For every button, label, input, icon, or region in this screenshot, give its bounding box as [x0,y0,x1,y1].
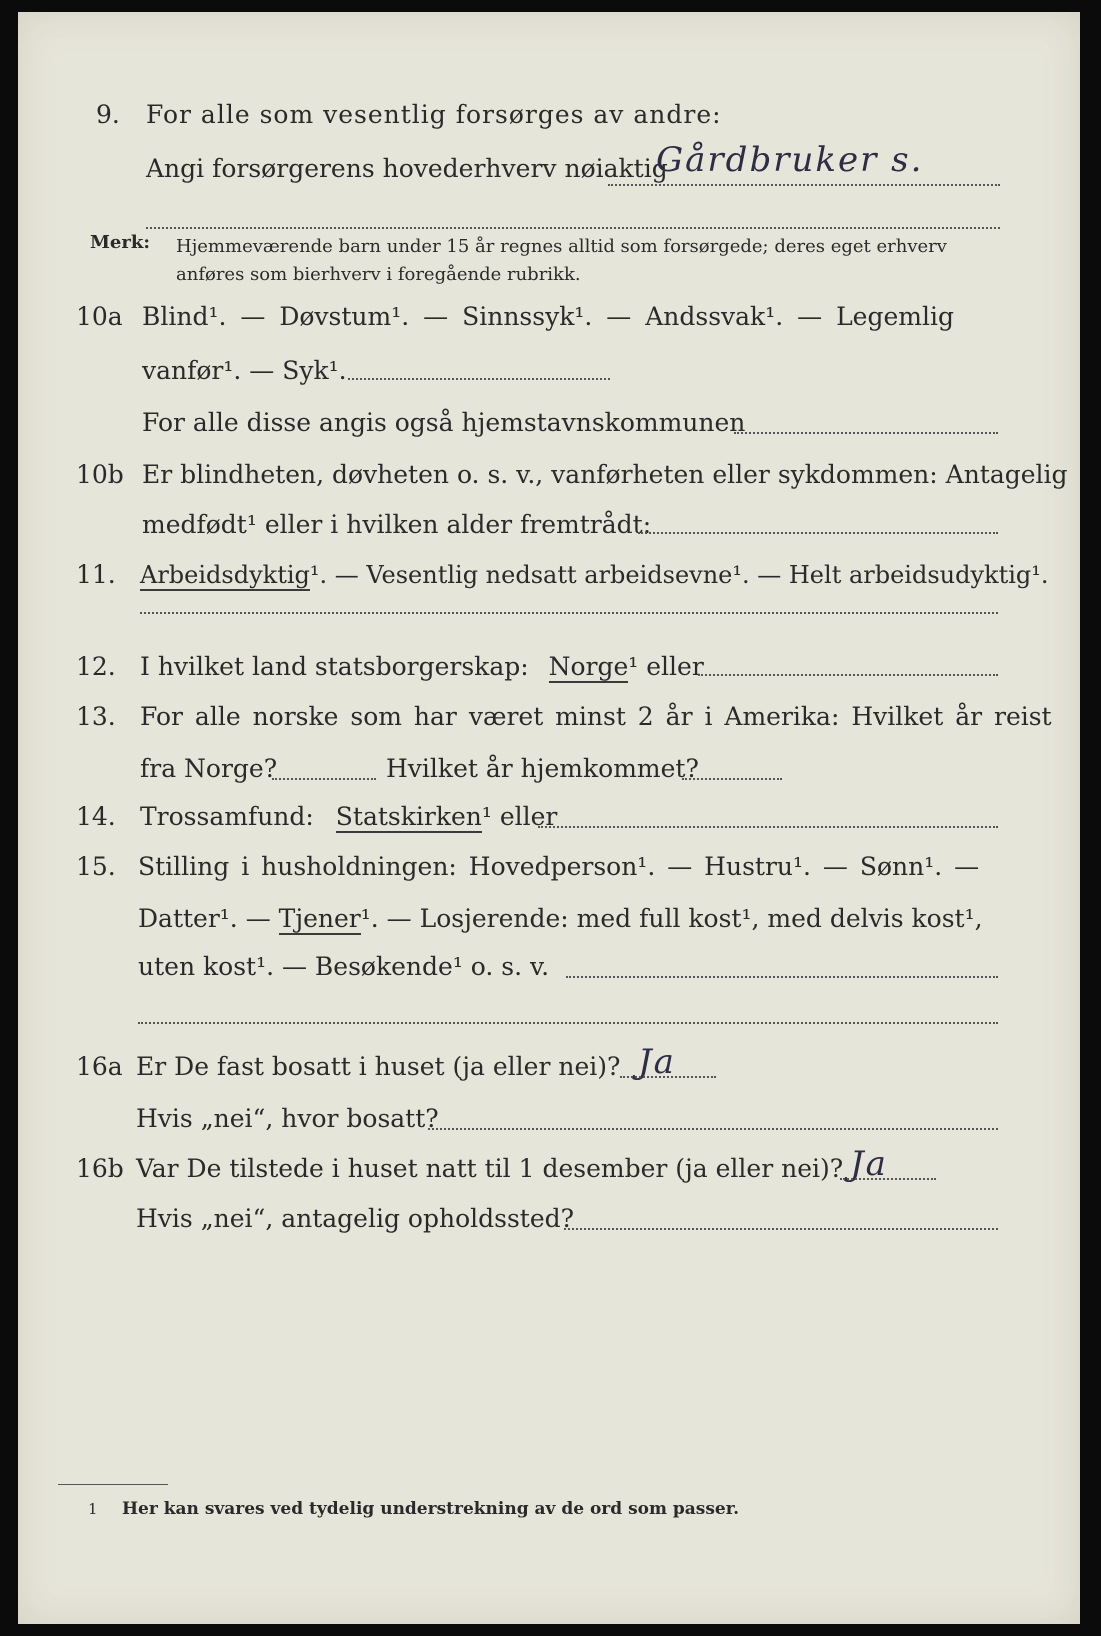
q16b-handwritten-answer: Ja [850,1144,888,1184]
q13-departure-line [272,778,376,780]
q10a-line3: For alle disse angis også hjemstavnskommunen [142,408,746,437]
q10a-answer-line [348,378,610,380]
q15-line2b: ¹. — Losjerende: med full kost¹, med delvis kost¹, [360,904,983,933]
q10a-line1: Blind¹. — Døvstum¹. — Sinnssyk¹. — Andssvak¹. — Legemlig [142,302,954,331]
q12-post: ¹ eller [628,652,704,681]
q13-line2a: fra Norge? [140,754,278,783]
q14-answer-line [538,826,998,828]
q15-extra-line [138,1022,998,1024]
merk-line2: anføres som bierhverv i foregående rubrikk. [176,264,581,285]
q15-answer-line [566,976,998,978]
q10b-answer-line [638,532,998,534]
q9-number: 9. [96,100,120,129]
q13-number: 13. [76,702,116,731]
q16a-number: 16a [76,1052,123,1081]
q10b-number: 10b [76,460,124,489]
footnote-text: Her kan svares ved tydelig understrekning av de ord som passer. [122,1499,740,1519]
q9-handwritten-answer: Gårdbruker s. [656,140,924,180]
q11-number: 11. [76,560,116,589]
footnote-mark: 1 [88,1500,98,1518]
q11-underlined-choice: Arbeidsdyktig [140,561,310,589]
q10a-number: 10a [76,302,123,331]
q16a-line1: Er De fast bosatt i huset (ja eller nei)? [136,1052,621,1081]
q10a-line2: vanfør¹. — Syk¹. [142,356,347,385]
q12-number: 12. [76,652,116,681]
merk-line1: Hjemmeværende barn under 15 år regnes alltid som forsørgede; deres eget erhverv [176,236,947,257]
q14-post: ¹ eller [481,802,558,831]
q13-line2b: Hvilket år hjemkommet? [386,754,699,783]
q15-line3: uten kost¹. — Besøkende¹ o. s. v. [138,952,550,981]
q12-line [140,652,704,682]
q15-line2a: Datter¹. — [138,904,271,933]
q16b-answer-line [840,1178,936,1180]
q15-line2 [138,904,983,934]
q16b-line1: Var De tilstede i huset natt til 1 desember (ja eller nei)? [136,1154,844,1183]
q13-line1: For alle norske som har været minst 2 år i Amerika: Hvilket år reist [140,702,1052,731]
q9-answer-line [608,184,1000,186]
q11-line [140,560,1049,590]
q14-number: 14. [76,802,116,831]
q16a-line2: Hvis „nei“, hvor bosatt? [136,1104,439,1133]
footnote-separator [58,1484,168,1485]
q10b-line2: medfødt¹ eller i hvilken alder fremtrådt: [142,510,652,539]
q12-answer-line [698,674,998,676]
q14-pre: Trossamfund: [140,802,314,831]
merk-label: Merk: [90,232,150,253]
q9-line1: For alle som vesentlig forsørges av andre: [146,100,722,129]
q10a-hometown-line [734,432,998,434]
q10b-line1: Er blindheten, døvheten o. s. v., vanførheten eller sykdommen: Antagelig [142,460,1068,489]
q15-underlined-choice: Tjener [278,904,361,933]
q16a-answer-line [620,1076,716,1078]
q16a-handwritten-answer: Ja [638,1042,676,1082]
q16b-number: 16b [76,1154,124,1183]
separator-rule [146,227,1000,229]
q14-underlined-choice: Statskirken [335,802,482,831]
q12-pre: I hvilket land statsborgerskap: [140,652,529,681]
q15-number: 15. [76,852,116,881]
q16b-line2: Hvis „nei“, antagelig opholdssted? [136,1204,575,1233]
q13-return-line [682,778,782,780]
q9-line2: Angi forsørgerens hovederhverv nøiaktig [146,154,668,183]
q16b-location-line [564,1228,998,1230]
q11-answer-line [140,612,998,614]
q14-line [140,802,557,832]
census-form-page [18,12,1080,1624]
q15-line1: Stilling i husholdningen: Hovedperson¹. — Hustru¹. — Sønn¹. — [138,852,980,881]
q12-underlined-choice: Norge [548,652,629,681]
q11-rest: ¹. — Vesentlig nedsatt arbeidsevne¹. — Helt arbeidsudyktig¹. [309,561,1049,589]
q16a-residence-line [428,1128,998,1130]
